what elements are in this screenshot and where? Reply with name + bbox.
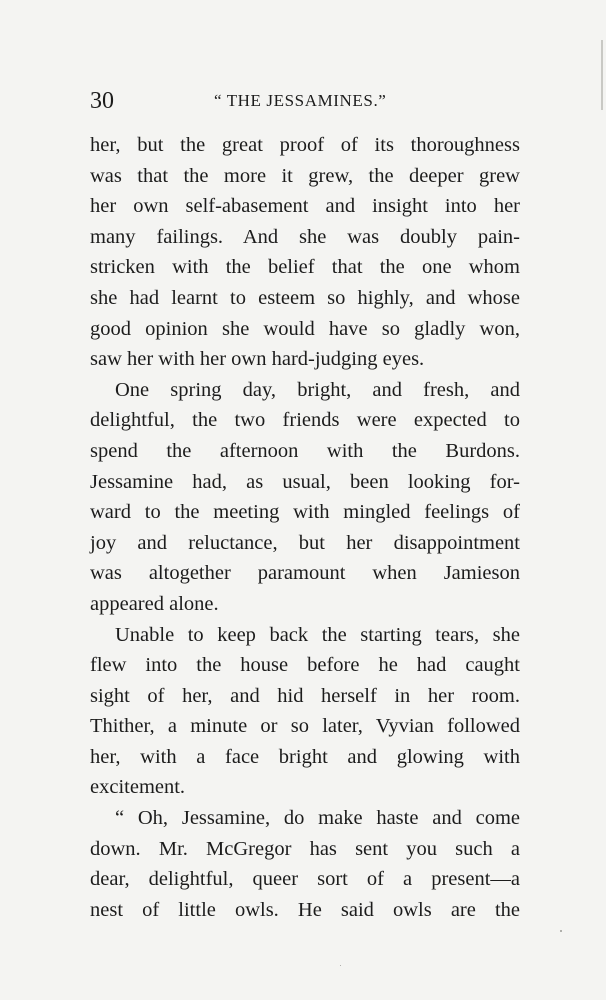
text-line: sight of her, and hid herself in her room. [90,684,520,707]
text-line: One spring day, bright, and fresh, and [115,378,520,401]
text-line: appeared alone. [90,592,219,615]
text-line: Thither, a minute or so later, Vyvian followed [90,715,520,738]
text-line: ward to the meeting with mingled feelings of [90,501,520,524]
text-line: was altogether paramount when Jamieson [90,562,520,585]
page-number: 30 [90,88,114,114]
text-line: dear, delightful, queer sort of a present—a [90,868,520,891]
text-line: delightful, the two friends were expected to [90,409,520,432]
running-head [90,86,520,116]
text-line: joy and reluctance, but her disappointment [90,531,520,554]
page-edge-shadow [601,40,603,110]
text-line: Unable to keep back the starting tears, she [115,623,520,646]
text-line: she had learnt to esteem so highly, and whose [90,286,520,309]
running-title: “ THE JESSAMINES.” [214,91,387,110]
text-line: “ Oh, Jessamine, do make haste and come [115,807,520,830]
text-line: stricken with the belief that the one whom [90,256,520,279]
body-text [90,130,520,925]
text-line: good opinion she would have so gladly won, [90,317,520,340]
paper-speck [560,930,562,932]
paper-speck [340,965,341,966]
text-line: her, with a face bright and glowing with [90,745,520,768]
text-line: her own self-abasement and insight into her [90,195,520,218]
text-line: her, but the great proof of its thoroughness [90,134,520,156]
text-line: spend the afternoon with the Burdons. [90,439,520,462]
text-line: excitement. [90,776,186,799]
text-line: nest of little owls. He said owls are the [90,898,520,921]
text-line: flew into the house before he had caught [90,654,520,677]
text-line: saw her with her own hard-judging eyes. [90,348,425,371]
text-line: many failings. And she was doubly pain- [90,225,520,248]
text-line: down. Mr. McGregor has sent you such a [90,837,520,860]
text-line: was that the more it grew, the deeper grew [90,164,520,187]
text-line: Jessamine had, as usual, been looking for- [90,470,520,493]
